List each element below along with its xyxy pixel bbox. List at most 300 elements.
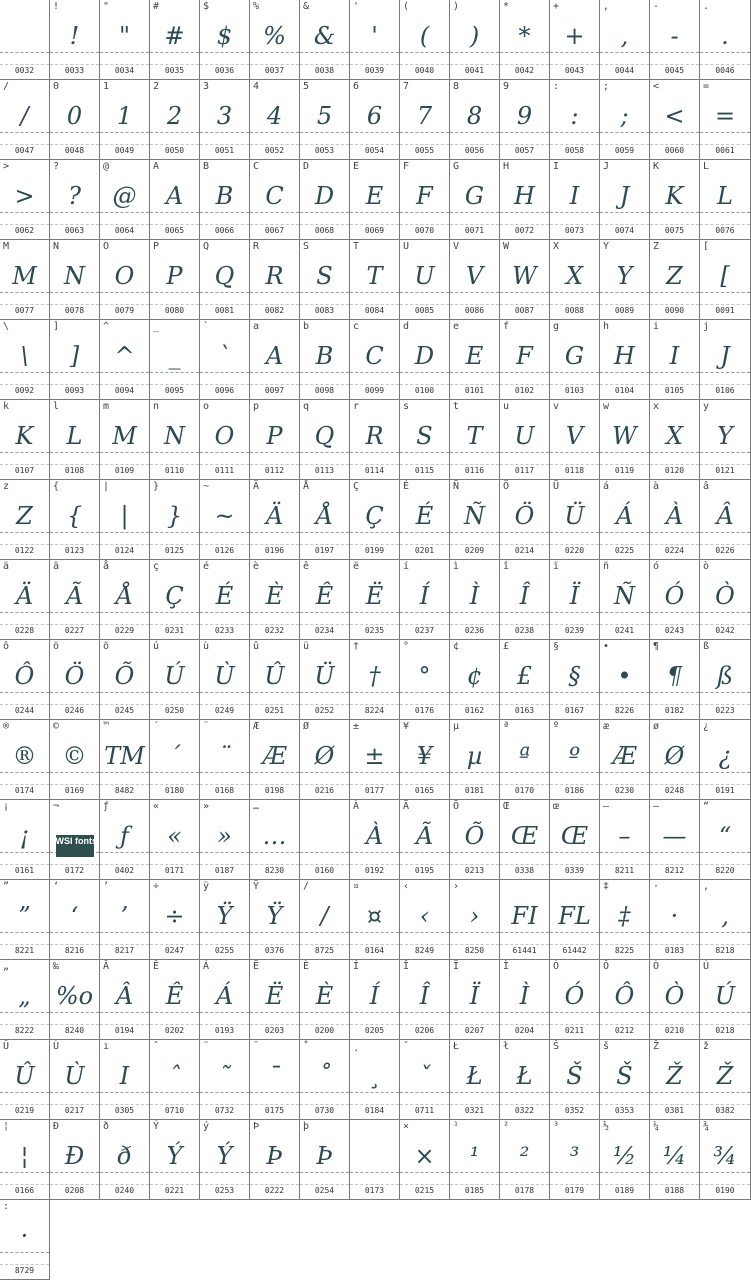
glyph-cell-char-label: ì <box>453 561 460 572</box>
glyph-cell-char-label: Ë <box>253 961 260 972</box>
glyph-sample: • <box>617 662 632 690</box>
glyph-cell-code: 0174 <box>14 786 35 795</box>
glyph-cell-code: 0064 <box>114 226 135 235</box>
glyph-sample: 7 <box>416 102 433 130</box>
glyph-cell-0222 <box>250 1120 300 1200</box>
glyph-cell-char-label: Ú <box>703 961 710 972</box>
glyph-cell-char-label: ² <box>503 1121 510 1132</box>
glyph-cell-char-label: Œ <box>503 801 510 812</box>
glyph-cell-0207 <box>450 960 500 1040</box>
glyph-cell-char-label: Ł <box>453 1041 460 1052</box>
glyph-cell-char-label: ∕ <box>303 881 310 892</box>
descender-guide <box>250 144 299 145</box>
glyph-cell-0216 <box>300 720 350 800</box>
glyph-cell-char-label: 4 <box>253 81 260 92</box>
glyph-cell-char-label: · <box>653 881 660 892</box>
glyph-sample: 2 <box>166 102 183 130</box>
glyph-sample: D <box>314 182 335 210</box>
glyph-cell-char-label: ‘ <box>53 881 60 892</box>
glyph-cell-0105 <box>650 320 700 400</box>
descender-guide <box>0 1264 49 1265</box>
glyph-sample: ‹ <box>419 902 430 930</box>
glyph-cell-0081 <box>200 240 250 320</box>
glyph-cell-char-label: a <box>253 321 260 332</box>
descender-guide <box>50 1104 99 1105</box>
glyph-sample: ´ <box>168 742 181 770</box>
glyph-cell-0211 <box>550 960 600 1040</box>
descender-guide <box>350 144 399 145</box>
descender-guide <box>100 624 149 625</box>
glyph-cell-char-label: ‹ <box>403 881 410 892</box>
glyph-sample: © <box>62 742 87 770</box>
glyph-cell-char-label: g <box>553 321 560 332</box>
glyph-cell-0079 <box>100 240 150 320</box>
descender-guide <box>400 704 449 705</box>
glyph-cell-char-label: V <box>453 241 460 252</box>
glyph-cell-code: 0085 <box>414 306 435 315</box>
glyph-sample: T <box>366 262 383 290</box>
glyph-cell-char-label: & <box>303 1 310 12</box>
glyph-cell-char-label: _ <box>153 321 160 332</box>
glyph-cell-0107 <box>0 400 50 480</box>
glyph-sample: > <box>14 182 35 210</box>
glyph-cell-8725 <box>300 880 350 960</box>
descender-guide <box>650 384 699 385</box>
glyph-sample: } <box>166 502 183 530</box>
glyph-cell-0255 <box>200 880 250 960</box>
glyph-cell-0093 <box>50 320 100 400</box>
glyph-sample: › <box>469 902 480 930</box>
glyph-cell-char-label: ç <box>153 561 160 572</box>
descender-guide <box>200 64 249 65</box>
glyph-sample: ¯ <box>268 1062 281 1090</box>
glyph-sample: ; <box>620 102 629 130</box>
glyph-cell-code: 8482 <box>114 786 135 795</box>
glyph-sample: ¥ <box>416 742 433 770</box>
glyph-sample: 8 <box>466 102 483 130</box>
glyph-cell-char-label: + <box>553 1 560 12</box>
descender-guide <box>500 384 549 385</box>
descender-guide <box>700 1104 750 1105</box>
glyph-cell-0053 <box>300 80 350 160</box>
glyph-cell-0121 <box>700 400 751 480</box>
glyph-sample: % <box>263 22 286 50</box>
glyph-cell-0088 <box>550 240 600 320</box>
descender-guide <box>550 304 599 305</box>
glyph-sample: = <box>714 102 736 130</box>
glyph-cell-code: 0228 <box>14 626 35 635</box>
glyph-sample: Ê <box>165 982 184 1010</box>
glyph-cell-code: 0063 <box>64 226 85 235</box>
glyph-cell-code: 0118 <box>564 466 585 475</box>
glyph-cell-code: 0249 <box>214 706 235 715</box>
glyph-cell-code: 0043 <box>564 66 585 75</box>
glyph-cell-char-label: ] <box>53 321 60 332</box>
glyph-cell-0035 <box>150 0 200 80</box>
glyph-sample: ) <box>469 22 480 50</box>
glyph-cell-0101 <box>450 320 500 400</box>
descender-guide <box>550 624 599 625</box>
glyph-cell-0226 <box>700 480 751 560</box>
glyph-cell-code: 0042 <box>514 66 535 75</box>
descender-guide <box>250 64 299 65</box>
glyph-cell-0063 <box>50 160 100 240</box>
descender-guide <box>100 864 149 865</box>
glyph-cell-0188 <box>650 1120 700 1200</box>
glyph-cell-code: 8230 <box>264 866 285 875</box>
glyph-cell-0244 <box>0 640 50 720</box>
glyph-sample: Ä <box>265 502 284 530</box>
descender-guide <box>500 144 549 145</box>
glyph-cell-code: 0161 <box>14 866 35 875</box>
glyph-sample: ÷ <box>164 902 185 930</box>
glyph-sample <box>300 816 349 856</box>
descender-guide <box>150 384 199 385</box>
glyph-cell-char-label: Ó <box>553 961 560 972</box>
glyph-sample: A <box>165 182 184 210</box>
glyph-cell-code: 8221 <box>14 946 35 955</box>
glyph-cell-char-label: œ <box>553 801 560 812</box>
descender-guide <box>500 1104 549 1105</box>
glyph-cell-code: 0056 <box>464 146 485 155</box>
glyph-cell-char-label: s <box>403 401 410 412</box>
glyph-cell-char-label: â <box>703 481 710 492</box>
glyph-cell-char-label: 5 <box>303 81 310 92</box>
descender-guide <box>550 1024 599 1025</box>
glyph-cell-0085 <box>400 240 450 320</box>
glyph-cell-0120 <box>650 400 700 480</box>
glyph-sample: Ç <box>365 502 384 530</box>
glyph-cell-code: 0710 <box>164 1106 185 1115</box>
glyph-cell-0098 <box>300 320 350 400</box>
glyph-cell-code: 0171 <box>164 866 185 875</box>
glyph-cell-0193 <box>200 960 250 1040</box>
glyph-sample: { <box>66 502 83 530</box>
glyph-cell-0064 <box>100 160 150 240</box>
glyph-cell-code: 0054 <box>364 146 385 155</box>
descender-guide <box>350 864 399 865</box>
glyph-cell-char-label: ô <box>3 641 10 652</box>
glyph-cell-0338 <box>500 800 550 880</box>
glyph-cell-char-label: ˇ <box>403 1041 410 1052</box>
glyph-cell-0187 <box>200 800 250 880</box>
glyph-cell-0076 <box>700 160 751 240</box>
descender-guide <box>0 464 49 465</box>
glyph-cell-0402 <box>100 800 150 880</box>
glyph-cell-char-label: ! <box>53 1 60 12</box>
descender-guide <box>450 624 499 625</box>
glyph-cell-code: 0188 <box>664 1186 685 1195</box>
glyph-cell-0164 <box>350 880 400 960</box>
glyph-sample: ¿ <box>718 742 732 770</box>
descender-guide <box>600 304 649 305</box>
glyph-cell-0161 <box>0 800 50 880</box>
glyph-cell-code: 0081 <box>214 306 235 315</box>
glyph-cell-0166 <box>0 1120 50 1200</box>
descender-guide <box>700 784 750 785</box>
glyph-sample: J <box>720 342 730 370</box>
glyph-cell-char-label: J <box>603 161 610 172</box>
descender-guide <box>500 1184 549 1185</box>
glyph-cell-0087 <box>500 240 550 320</box>
glyph-cell-0045 <box>650 0 700 80</box>
glyph-cell-code: 61441 <box>512 946 537 955</box>
descender-guide <box>200 1184 249 1185</box>
glyph-cell-0033 <box>50 0 100 80</box>
glyph-sample: Ä <box>15 582 34 610</box>
glyph-sample: Ã <box>65 582 84 610</box>
glyph-cell-char-label: Õ <box>453 801 460 812</box>
glyph-sample: Y <box>616 262 633 290</box>
glyph-cell-char-label: È <box>303 961 310 972</box>
descender-guide <box>0 304 49 305</box>
glyph-cell-code: 0230 <box>614 786 635 795</box>
glyph-cell-code: 0246 <box>64 706 85 715</box>
glyph-sample: . <box>721 22 729 50</box>
glyph-sample: È <box>265 582 284 610</box>
glyph-sample: Y <box>717 422 733 450</box>
glyph-sample: Ì <box>519 982 530 1010</box>
glyph-cell-0213 <box>450 800 500 880</box>
glyph-sample: 3 <box>216 102 233 130</box>
glyph-sample: Ï <box>469 982 480 1010</box>
glyph-sample: Þ <box>316 1142 333 1170</box>
glyph-sample: ’ <box>120 902 129 930</box>
glyph-cell-0065 <box>150 160 200 240</box>
glyph-sample: M <box>12 262 37 290</box>
glyph-cell-code: 0237 <box>414 626 435 635</box>
descender-guide <box>50 1024 99 1025</box>
glyph-sample: # <box>164 22 185 50</box>
glyph-cell-code: 0305 <box>114 1106 135 1115</box>
glyph-cell-char-label: j <box>703 321 710 332</box>
glyph-cell-0192 <box>350 800 400 880</box>
glyph-cell-code: 0069 <box>364 226 385 235</box>
glyph-cell-char-label: t <box>453 401 460 412</box>
glyph-sample: Â <box>115 982 134 1010</box>
glyph-cell-char-label: N <box>53 241 60 252</box>
glyph-cell-code: 0193 <box>214 1026 235 1035</box>
glyph-cell-0054 <box>350 80 400 160</box>
descender-guide <box>50 384 99 385</box>
glyph-cell-0102 <box>500 320 550 400</box>
descender-guide <box>250 304 299 305</box>
glyph-sample: L <box>717 182 733 210</box>
glyph-sample: X <box>565 262 584 290</box>
descender-guide <box>450 944 499 945</box>
glyph-cell-code: 0235 <box>364 626 385 635</box>
glyph-cell-code: 0090 <box>664 306 685 315</box>
glyph-cell-char-label: ž <box>703 1041 710 1052</box>
descender-guide <box>350 224 399 225</box>
glyph-cell-char-label: ½ <box>603 1121 610 1132</box>
glyph-sample: W <box>612 422 637 450</box>
glyph-cell-char-label: Ž <box>653 1041 660 1052</box>
glyph-cell-char-label: f <box>503 321 510 332</box>
glyph-sample: @ <box>112 182 137 210</box>
glyph-cell-code: 0060 <box>664 146 685 155</box>
glyph-cell-0212 <box>600 960 650 1040</box>
glyph-cell-0110 <box>150 400 200 480</box>
descender-guide <box>200 864 249 865</box>
glyph-sample: À <box>665 502 684 530</box>
glyph-sample: ¾ <box>713 1142 737 1170</box>
glyph-cell-char-label: ¸ <box>353 1041 360 1052</box>
glyph-cell-char-label: S <box>303 241 310 252</box>
descender-guide <box>150 1024 199 1025</box>
descender-guide <box>350 304 399 305</box>
glyph-cell-code: 0095 <box>164 386 185 395</box>
descender-guide <box>450 1104 499 1105</box>
glyph-cell-char-label: › <box>453 881 460 892</box>
glyph-cell-0191 <box>700 720 751 800</box>
descender-guide <box>450 224 499 225</box>
descender-guide <box>600 64 649 65</box>
descender-guide <box>650 944 699 945</box>
glyph-sample: ³ <box>569 1142 580 1170</box>
descender-guide <box>400 944 449 945</box>
glyph-cell-char-label: R <box>253 241 260 252</box>
glyph-cell-char-label: ” <box>3 881 10 892</box>
glyph-cell-0044 <box>600 0 650 80</box>
descender-guide <box>450 384 499 385</box>
glyph-cell-char-label: [ <box>703 241 710 252</box>
glyph-cell-code: 0110 <box>164 466 185 475</box>
glyph-cell-code: 0111 <box>214 466 235 475</box>
descender-guide <box>700 464 750 465</box>
glyph-cell-0178 <box>500 1120 550 1200</box>
descender-guide <box>200 944 249 945</box>
glyph-sample: ‘ <box>70 902 79 930</box>
glyph-cell-char-label: ý <box>203 1121 210 1132</box>
glyph-cell-code: 0093 <box>64 386 85 395</box>
glyph-cell-0202 <box>150 960 200 1040</box>
glyph-sample: É <box>415 502 434 530</box>
glyph-cell-char-label: Å <box>303 481 310 492</box>
glyph-cell-char-label: T <box>353 241 360 252</box>
glyph-cell-char-label: d <box>403 321 410 332</box>
glyph-sample: Ö <box>64 662 85 690</box>
glyph-cell-char-label: ~ <box>203 481 210 492</box>
glyph-cell-0080 <box>150 240 200 320</box>
glyph-cell-code: 0120 <box>664 466 685 475</box>
glyph-sample: R <box>365 422 384 450</box>
glyph-sample: 4 <box>266 102 283 130</box>
glyph-cell-0034 <box>100 0 150 80</box>
glyph-cell-code: 0236 <box>464 626 485 635</box>
glyph-cell-0189 <box>600 1120 650 1200</box>
glyph-cell-char-label: ‚ <box>703 881 710 892</box>
glyph-cell-0104 <box>600 320 650 400</box>
glyph-sample: ƒ <box>120 822 129 850</box>
glyph-cell-0168 <box>200 720 250 800</box>
glyph-cell-61442 <box>550 880 600 960</box>
descender-guide <box>400 224 449 225</box>
descender-guide <box>500 704 549 705</box>
glyph-sample: G <box>564 342 585 370</box>
descender-guide <box>550 544 599 545</box>
glyph-cell-0184 <box>350 1040 400 1120</box>
descender-guide <box>250 384 299 385</box>
glyph-cell-0106 <box>700 320 751 400</box>
glyph-sample: Þ <box>266 1142 283 1170</box>
glyph-sample: Q <box>314 422 335 450</box>
glyph-cell-code: 0254 <box>314 1186 335 1195</box>
glyph-cell-char-label: ¿ <box>703 721 710 732</box>
descender-guide <box>250 224 299 225</box>
glyph-sample: ¹ <box>469 1142 480 1170</box>
glyph-cell-char-label: à <box>653 481 660 492</box>
glyph-cell-code: 0163 <box>514 706 535 715</box>
glyph-sample: C <box>265 182 284 210</box>
descender-guide <box>450 464 499 465</box>
glyph-cell-char-label: é <box>203 561 210 572</box>
glyph-cell-char-label: À <box>353 801 360 812</box>
glyph-cell-0092 <box>0 320 50 400</box>
glyph-cell-char-label: 6 <box>353 81 360 92</box>
glyph-cell-code: 0082 <box>264 306 285 315</box>
descender-guide <box>500 304 549 305</box>
glyph-cell-0217 <box>50 1040 100 1120</box>
glyph-cell-0199 <box>350 480 400 560</box>
glyph-sample: Ô <box>614 982 635 1010</box>
glyph-sample: / <box>20 102 29 130</box>
descender-guide <box>0 144 49 145</box>
glyph-cell-code: 0210 <box>664 1026 685 1035</box>
descender-guide <box>200 384 249 385</box>
descender-guide <box>700 624 750 625</box>
glyph-cell-code: 0101 <box>464 386 485 395</box>
glyph-sample: „ <box>18 982 31 1010</box>
glyph-cell-char-label: ï <box>553 561 560 572</box>
descender-guide <box>150 704 199 705</box>
glyph-cell-char-label: x <box>653 401 660 412</box>
glyph-cell-0321 <box>450 1040 500 1120</box>
glyph-cell-char-label: @ <box>103 161 110 172</box>
glyph-cell-code: 0231 <box>164 626 185 635</box>
glyph-cell-char-label: * <box>503 1 510 12</box>
glyph-cell-char-label: ã <box>53 561 60 572</box>
glyph-sample: ' <box>371 22 378 50</box>
descender-guide <box>0 944 49 945</box>
glyph-cell-char-label: ¦ <box>3 1121 10 1132</box>
descender-guide <box>100 944 149 945</box>
descender-guide <box>650 144 699 145</box>
glyph-cell-0204 <box>500 960 550 1040</box>
glyph-sample: Í <box>369 982 380 1010</box>
glyph-cell-char-label: Ö <box>503 481 510 492</box>
descender-guide <box>400 864 449 865</box>
glyph-cell-char-label: { <box>53 481 60 492</box>
glyph-sample: · <box>670 902 679 930</box>
glyph-cell-char-label: 2 <box>153 81 160 92</box>
descender-guide <box>400 304 449 305</box>
glyph-sample: 6 <box>366 102 383 130</box>
glyph-cell-code: 0209 <box>464 546 485 555</box>
glyph-cell-code: 0194 <box>114 1026 135 1035</box>
glyph-sample: Ž <box>716 1062 734 1090</box>
glyph-cell-char-label: e <box>453 321 460 332</box>
glyph-cell-code: 0251 <box>264 706 285 715</box>
glyph-cell-code: 0124 <box>114 546 135 555</box>
glyph-sample: : <box>570 102 579 130</box>
glyph-sample: S <box>316 262 333 290</box>
glyph-sample: ] <box>69 342 80 370</box>
glyph-cell-0111 <box>200 400 250 480</box>
glyph-cell-code: 0402 <box>114 866 135 875</box>
glyph-sample: “ <box>718 822 732 850</box>
glyph-cell-8224 <box>350 640 400 720</box>
